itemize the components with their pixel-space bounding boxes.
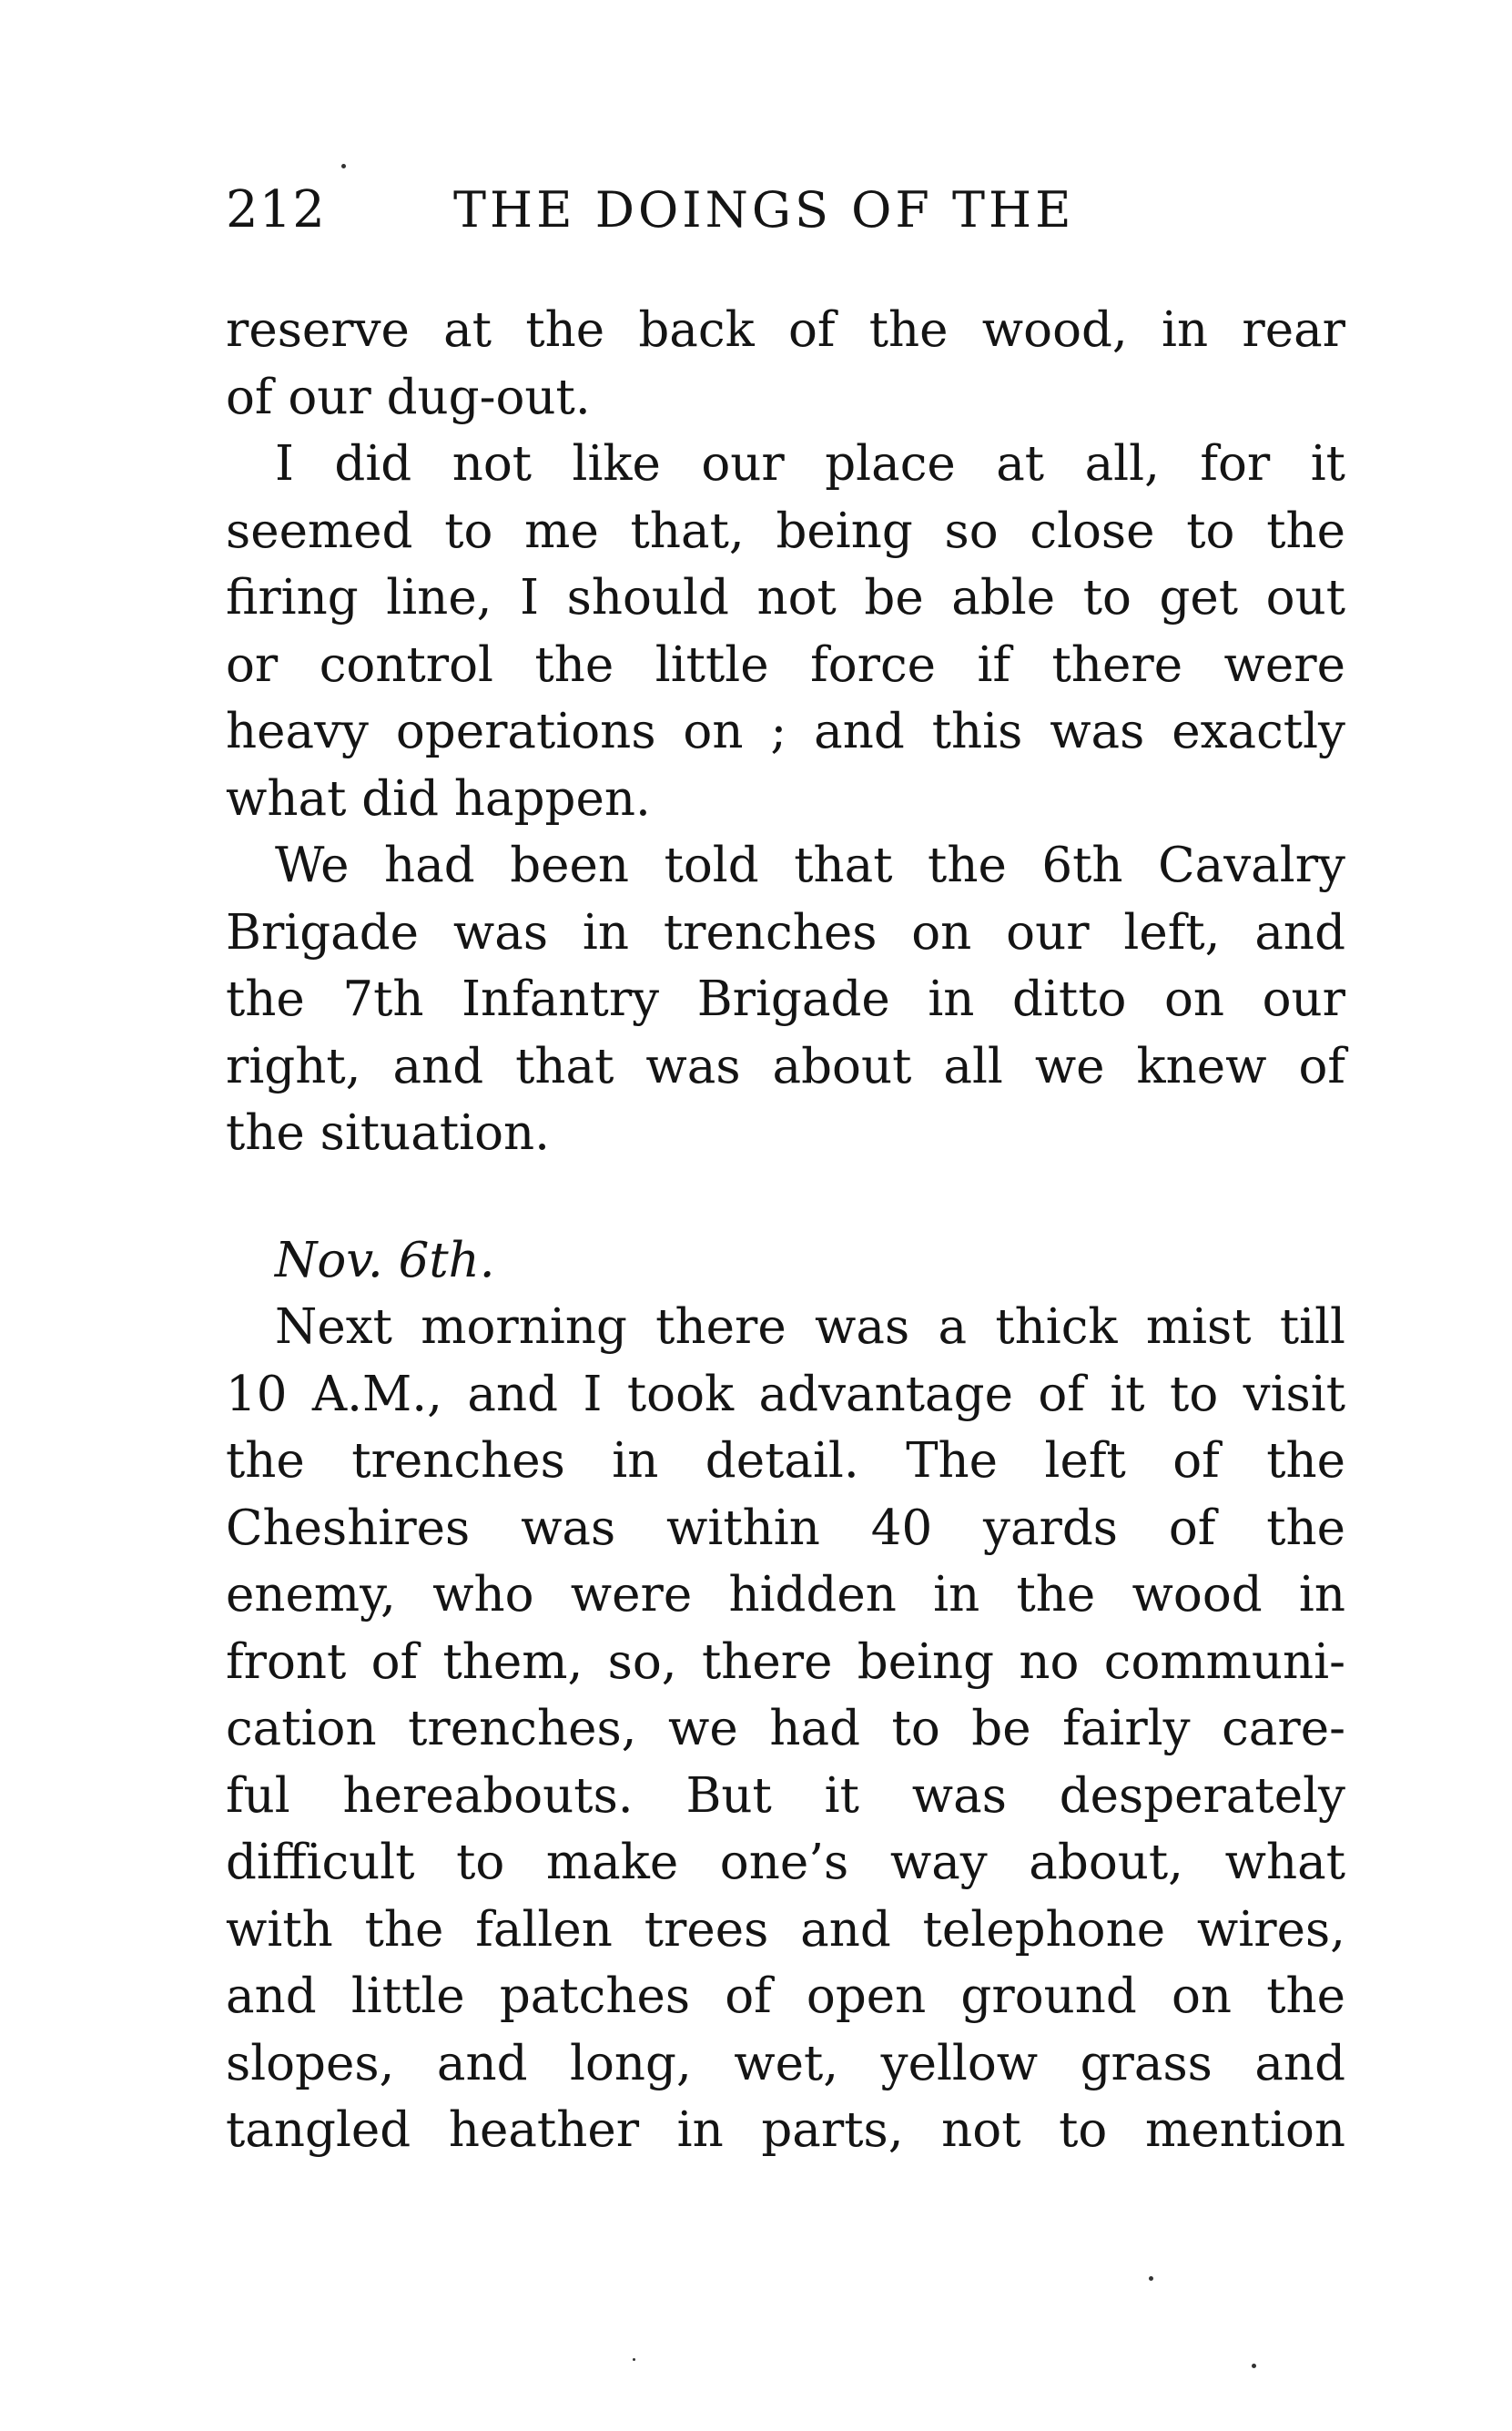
text-line: slopes, and long, wet, yellow grass and [226, 2035, 1345, 2091]
text-line: the 7th Infantry Brigade in ditto on our [226, 971, 1345, 1027]
text-line: or control the little force if there were [226, 636, 1345, 693]
text-line: firing line, I should not be able to get out [226, 570, 1345, 626]
text-line: cation trenches, we had to be fairly care- [226, 1701, 1345, 1756]
text-line: We had been told that the 6th Cavalry [275, 838, 1345, 893]
date-heading: Nov. 6th. [275, 1232, 495, 1288]
text-line: front of them, so, there being no communi- [226, 1633, 1345, 1690]
text-line: seemed to me that, being so close to the [226, 503, 1345, 559]
text-line: the situation. [226, 1105, 550, 1161]
text-line: tangled heather in parts, not to mention [226, 2102, 1345, 2158]
running-head: THE DOINGS OF THE [453, 181, 1075, 239]
page-number: 212 [226, 180, 326, 239]
text-line: and little patches of open ground on the [226, 1968, 1345, 2024]
text-line: the trenches in detail. The left of the [226, 1433, 1345, 1489]
text-line: reserve at the back of the wood, in rear [226, 302, 1345, 358]
text-line: 10 A.M., and I took advantage of it to visit [226, 1366, 1345, 1422]
ink-speck [1149, 2276, 1153, 2281]
text-line: what did happen. [226, 770, 651, 827]
section-gap [226, 1167, 1345, 1227]
text-line: Brigade was in trenches on our left, and [226, 904, 1345, 961]
ink-speck [1252, 2364, 1256, 2368]
text-line: I did not like our place at all, for it [275, 436, 1345, 492]
text-line: right, and that was about all we knew of [226, 1038, 1345, 1094]
text-line: of our dug-out. [226, 369, 591, 425]
text-line: Next morning there was a thick mist till [275, 1299, 1345, 1355]
page-header [226, 178, 1109, 242]
text-line: difficult to make one’s way about, what [226, 1835, 1345, 1890]
text-line: heavy operations on ; and this was exactly [226, 704, 1345, 759]
text-line: Cheshires was within 40 yards of the [226, 1500, 1345, 1556]
text-line: enemy, who were hidden in the wood in [226, 1567, 1345, 1622]
body-text [226, 297, 1345, 2164]
text-line: ful hereabouts. But it was desperately [226, 1767, 1345, 1824]
text-line: with the fallen trees and telephone wires, [226, 1901, 1345, 1958]
ink-speck [633, 2358, 635, 2361]
ink-speck [341, 164, 346, 168]
